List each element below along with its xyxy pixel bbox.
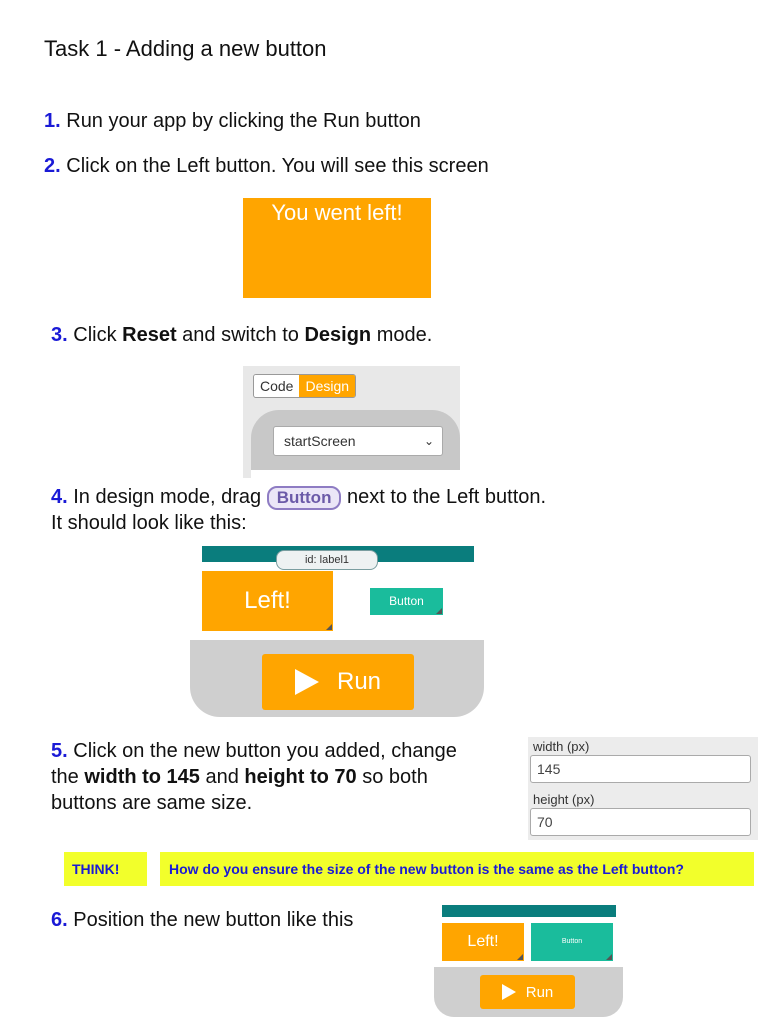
new-button-label: Button [389,594,424,608]
step-3 [51,322,432,348]
step-text: and switch to [176,324,305,346]
screen-select-value: startScreen [284,433,356,449]
height-keyword: height to 70 [244,766,357,788]
new-button[interactable] [531,923,613,961]
left-button[interactable] [202,571,333,631]
width-input[interactable]: 145 [530,755,751,783]
chevron-down-icon: ⌄ [423,434,434,448]
run-button-label: Run [525,983,554,1001]
step-text: and [199,766,245,788]
play-icon [502,984,516,1000]
left-button-label: Left! [467,933,499,950]
step-5 [51,738,457,764]
run-button[interactable] [262,654,414,710]
step-4 [51,484,546,510]
step-number: 1. [44,110,61,132]
step-number: 4. [51,486,68,508]
step-number: 6. [51,909,68,931]
app-preview [190,546,484,717]
step-text: Position the new button like this [67,909,354,931]
step-text: Click on the Left button. You will see this screen [60,155,489,177]
step-5-line-3: buttons are same size. [51,792,253,814]
resize-handle-icon [326,624,332,630]
new-button-label: Button [561,938,583,945]
step-number: 2. [44,155,61,177]
height-input[interactable]: 70 [530,808,751,836]
design-tab[interactable]: Design [299,375,355,397]
run-button[interactable] [480,975,575,1009]
step-1 [44,108,421,134]
final-layout-preview [434,905,623,1017]
button-toolbox-item: Button [267,486,342,510]
width-label: width (px) [533,739,590,754]
step-text: mode. [371,324,433,346]
screen-header [251,410,460,478]
step-number: 5. [51,740,68,762]
you-went-left-screen [243,198,431,298]
step-number: 3. [51,324,68,346]
screen-select[interactable] [273,426,443,456]
screen-canvas [251,470,460,478]
label-bar [442,905,616,917]
resize-handle-icon [517,954,523,960]
step-text: In design mode, drag [67,486,267,508]
step-text: the [51,766,85,788]
label-id-tag: id: label1 [276,550,378,570]
height-label: height (px) [533,792,595,807]
run-area [190,640,484,717]
run-button-label: Run [336,668,382,695]
step-2 [44,153,489,179]
step-text: so both [356,766,428,788]
left-button[interactable] [442,923,524,961]
step-text: next to the Left button. [341,486,547,508]
reset-keyword: Reset [122,324,177,346]
resize-handle-icon [606,954,612,960]
step-text: Run your app by clicking the Run button [60,110,421,132]
think-label: THINK! [64,852,147,886]
play-icon [295,669,319,695]
step-5-line-2 [51,764,428,790]
page-title: Task 1 - Adding a new button [44,36,327,61]
code-tab[interactable]: Code [254,375,299,397]
resize-handle-icon [436,608,442,614]
width-keyword: width to 145 [84,766,200,788]
step-text: Click on the new button you added, change [67,740,457,762]
code-design-toggle [253,374,356,398]
properties-panel [528,737,758,840]
step-6 [51,907,353,933]
run-area [434,967,623,1017]
new-button[interactable] [370,588,443,615]
step-4-line-2: It should look like this: [51,512,247,534]
step-text: Click [67,324,123,346]
left-button-label: Left! [244,587,291,614]
design-keyword: Design [304,324,372,346]
design-mode-panel [243,366,460,478]
think-question: How do you ensure the size of the new button is the same as the Left button? [160,852,754,886]
screen-message: You went left! [271,200,403,225]
